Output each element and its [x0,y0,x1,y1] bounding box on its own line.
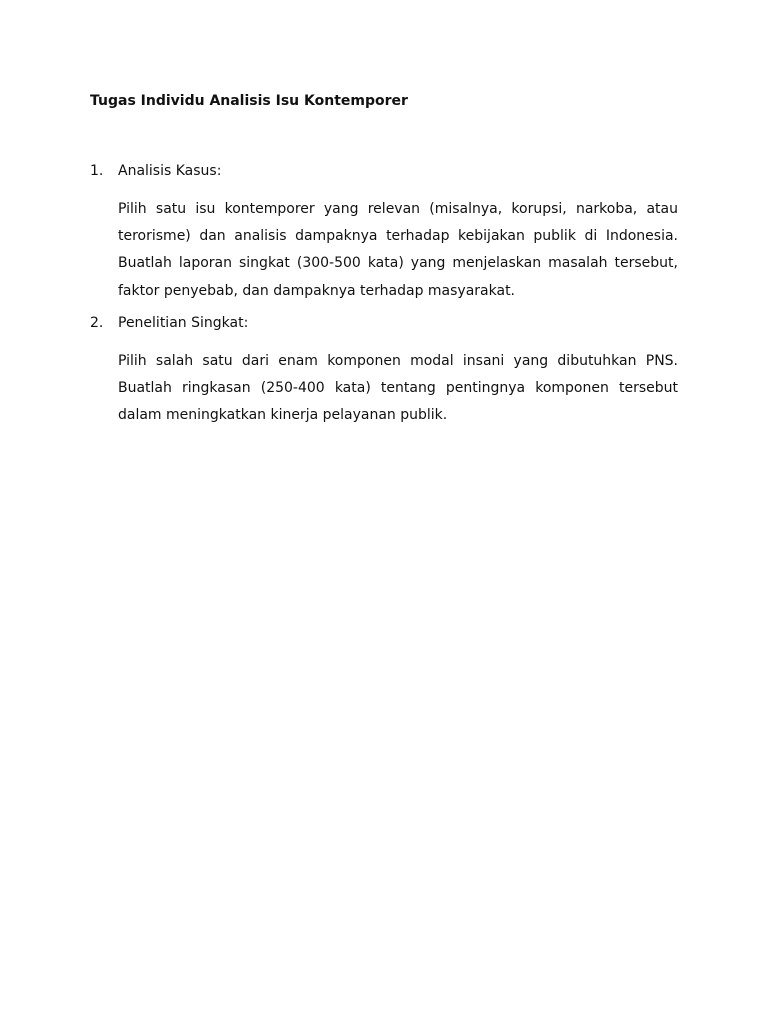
task-heading: Analisis Kasus: [118,163,222,179]
task-item-penelitian-singkat [90,313,678,430]
task-item-analisis-kasus [90,161,678,305]
task-list [90,161,678,437]
task-heading: Penelitian Singkat: [118,314,249,331]
task-description: Pilih salah satu dari enam komponen modal insani yang dibutuhkan PNS. Buatlah ringkasan (250-400 kata) tentang pentingnya komponen tersebut dalam meningkatkan kinerja pelayanan publik. [118,352,678,424]
task-number: 2. [90,314,104,331]
document-title: Tugas Individu Analisis Isu Kontemporer [90,93,408,109]
task-description: Pilih satu isu kontemporer yang relevan (misalnya, korupsi, narkoba, atau terorisme) dan analisis dampaknya terhadap kebijakan publik di Indonesia. Buatlah laporan singkat (300-500 kata) yang menjelaskan masalah tersebut, faktor penyebab, dan dampaknya terhadap masyarakat. [118,201,678,299]
task-number: 1. [90,163,104,179]
